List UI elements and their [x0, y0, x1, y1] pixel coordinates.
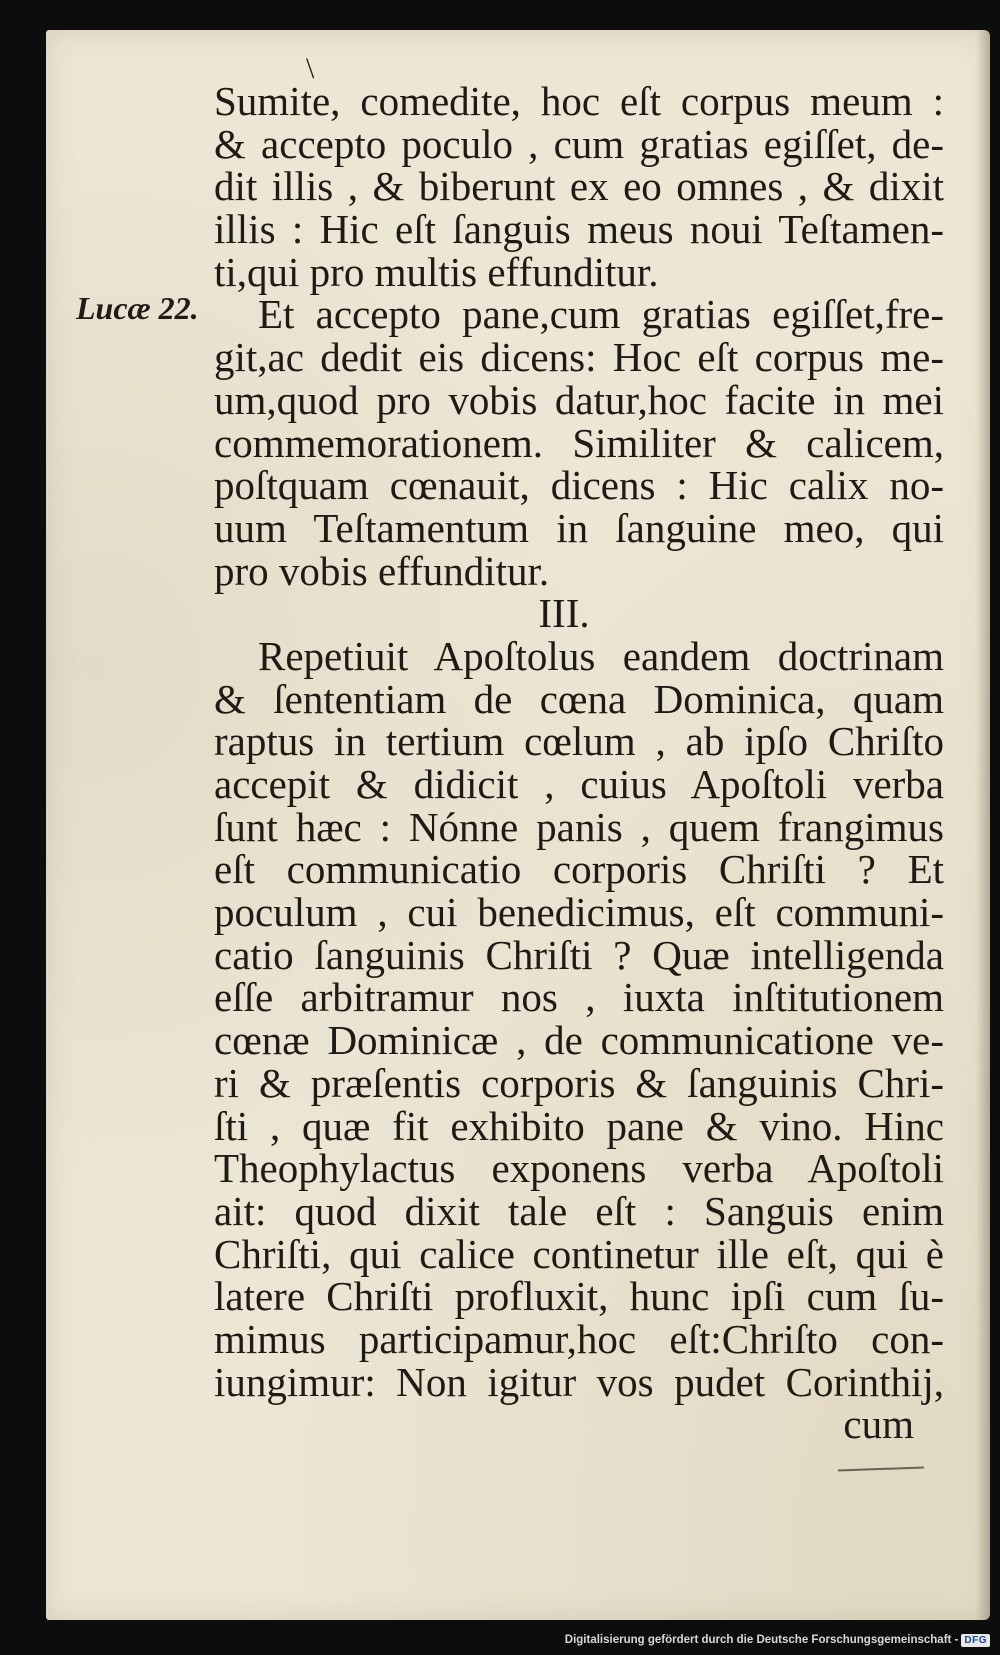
dfg-logo: DFG — [961, 1634, 990, 1647]
text-line: mimus participamur,hoc eſt:Chriſto con- — [214, 1315, 944, 1362]
text-line: ri & præſentis corporis & ſanguinis Chri- — [214, 1059, 944, 1106]
text-line: ait: quod dixit tale eſt : Sanguis enim — [214, 1187, 944, 1234]
text-line: iungimur: Non igitur vos pudet Corinthij, — [214, 1358, 944, 1405]
text-line: illis : Hic eſt ſanguis meus noui Teſtamen- — [214, 206, 944, 253]
text-line: uum Teſtamentum in ſanguine meo, qui — [214, 504, 944, 551]
page-edge-shadow — [976, 30, 990, 1620]
text-line: raptus in tertium cœlum , ab ipſo Chriſto — [214, 718, 944, 765]
text-line: latere Chriſti profluxit, hunc ipſi cum ſu- — [214, 1273, 944, 1320]
top-margin-mark: \ — [306, 52, 315, 85]
text-line: ſti , quæ fit exhibito pane & vino. Hinc — [214, 1102, 944, 1149]
text-line: pro vobis effunditur. — [214, 547, 550, 594]
main-text-block — [214, 80, 944, 1446]
text-line: commemorationem. Similiter & calicem, — [214, 419, 944, 466]
text-line: um,quod pro vobis datur,hoc facite in mei — [214, 376, 944, 423]
text-line: poſtquam cœnauit, dicens : Hic calix no- — [214, 462, 944, 509]
text-line: dit illis , & biberunt ex eo omnes , & dixit — [214, 163, 944, 210]
text-line: ſunt hæc : Nónne panis , quem frangimus — [214, 803, 944, 850]
text-line: Chriſti, qui calice continetur ille eſt, qui è — [214, 1230, 944, 1277]
text-line: eſſe arbitramur nos , iuxta inſtitutionem — [214, 974, 944, 1021]
text-line: Et accepto pane,cum gratias egiſſet,fre- — [258, 291, 944, 338]
text-line: catio ſanguinis Chriſti ? Quæ intelligenda — [214, 931, 944, 978]
text-line: Sumite, comedite, hoc eſt corpus meum : — [214, 78, 944, 124]
text-line: Theophylactus exponens verba Apoſtoli — [214, 1145, 944, 1192]
section-number: III. — [538, 590, 590, 637]
text-line: git,ac dedit eis dicens: Hoc eſt corpus me- — [214, 334, 944, 381]
catchword: cum — [843, 1401, 914, 1448]
text-line: Repetiuit Apoſtolus eandem doctrinam — [258, 632, 944, 679]
digitization-credit — [565, 1631, 990, 1649]
credit-text: Digitalisierung gefördert durch die Deutsche Forschungsgemeinschaft - — [564, 1634, 959, 1646]
text-line: accepit & didicit , cuius Apoſtoli verba — [214, 761, 944, 807]
text-line: poculum , cui benedicimus, eſt communi- — [214, 889, 944, 936]
text-line: ti,qui pro multis effunditur. — [214, 248, 659, 295]
text-line: eſt communicatio corporis Chriſti ? Et — [214, 846, 944, 893]
margin-reference-luke: Lucæ 22. — [76, 290, 199, 326]
text-line: & ſententiam de cœna Dominica, quam — [214, 675, 944, 722]
text-line: & accepto poculo , cum gratias egiſſet, de- — [214, 120, 944, 167]
text-line: cœnæ Dominicæ , de communicatione ve- — [214, 1017, 944, 1064]
